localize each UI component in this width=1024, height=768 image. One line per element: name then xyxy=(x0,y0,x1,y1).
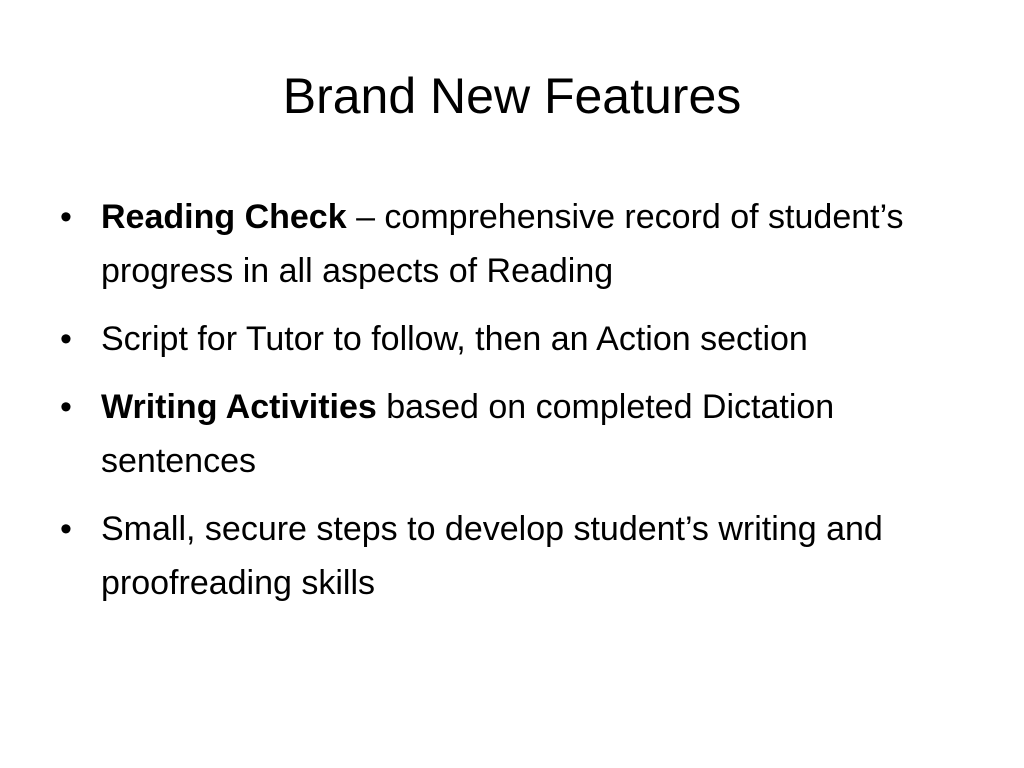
bullet-icon: • xyxy=(60,320,72,358)
bullet-item-small-secure-steps xyxy=(56,502,936,610)
bullet-text: Script for Tutor to follow, then an Action section xyxy=(101,320,808,358)
bullet-list xyxy=(56,190,936,624)
bullet-text: – comprehensive record of student’s progress in all aspects of Reading xyxy=(101,198,904,290)
bullet-icon: • xyxy=(60,388,72,426)
bullet-text: based on completed Dictation sentences xyxy=(101,388,835,480)
slide-title: Brand New Features xyxy=(282,68,742,124)
bullet-item-script-for-tutor xyxy=(56,312,936,366)
bullet-item-writing-activities xyxy=(56,380,936,488)
bullet-icon: • xyxy=(60,510,72,548)
bullet-bold-text: Writing Activities xyxy=(101,388,377,426)
bullet-bold-text: Reading Check xyxy=(101,198,347,236)
bullet-icon: • xyxy=(60,198,72,236)
bullet-text: Small, secure steps to develop student’s writing and proofreading skills xyxy=(101,510,883,602)
bullet-item-reading-check xyxy=(56,190,936,298)
